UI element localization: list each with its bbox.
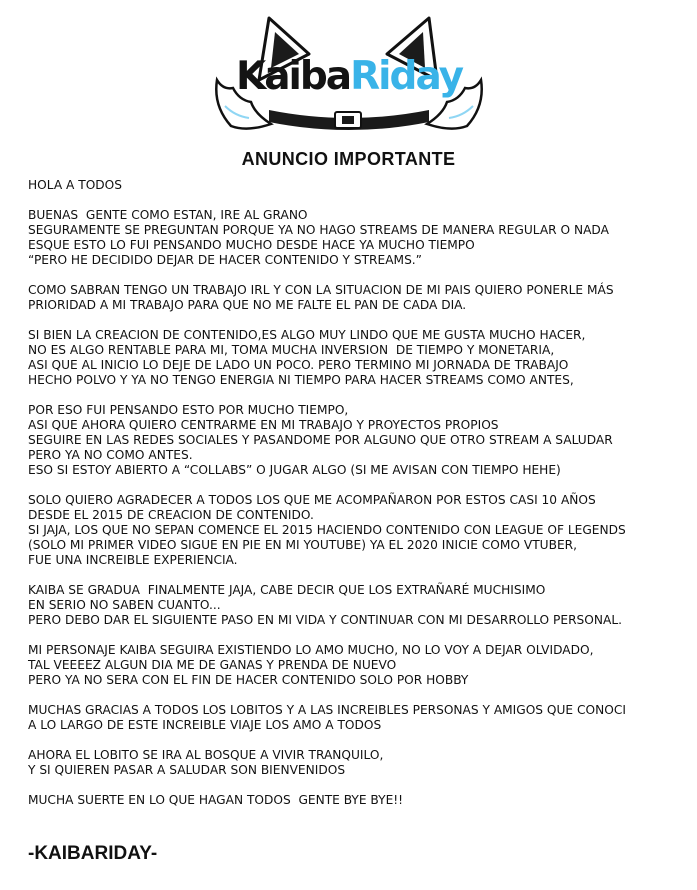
text-line: MUCHAS GRACIAS A TODOS LOS LOBITOS Y A LAS INCREIBLES PERSONAS Y AMIGOS QUE CONOCI	[28, 703, 626, 717]
text-line: SI JAJA, LOS QUE NO SEPAN COMENCE EL 2015 HACIENDO CONTENIDO CON LEAGUE OF LEGENDS	[28, 523, 626, 537]
text-line: ESQUE ESTO LO FUI PENSANDO MUCHO DESDE HACE YA MUCHO TIEMPO	[28, 238, 475, 252]
text-line: PRIORIDAD A MI TRABAJO PARA QUE NO ME FALTE EL PAN DE CADA DIA.	[28, 298, 467, 312]
paragraph	[28, 703, 688, 733]
text-line: ASI QUE AL INICIO LO DEJE DE LADO UN POCO. PERO TERMINO MI JORNADA DE TRABAJO	[28, 358, 569, 372]
text-line: DESDE EL 2015 DE CREACION DE CONTENIDO.	[28, 508, 314, 522]
paragraph	[28, 793, 688, 808]
text-line: PERO YA NO COMO ANTES.	[28, 448, 193, 462]
paragraph-gap	[28, 193, 688, 208]
kaibariday-logo	[211, 10, 487, 132]
paragraph	[28, 493, 688, 568]
announcement-body	[28, 178, 688, 808]
text-line: MI PERSONAJE KAIBA SEGUIRA EXISTIENDO LO AMO MUCHO, NO LO VOY A DEJAR OLVIDADO,	[28, 643, 594, 657]
text-line: COMO SABRAN TENGO UN TRABAJO IRL Y CON LA SITUACION DE MI PAIS QUIERO PONERLE MÁS	[28, 283, 614, 297]
signature: -KAIBARIDAY-	[28, 843, 158, 864]
paragraph-gap	[28, 778, 688, 793]
logo-name-part1: Kaiba	[235, 54, 351, 99]
text-line: “PERO HE DECIDIDO DEJAR DE HACER CONTENIDO Y STREAMS.”	[28, 253, 422, 267]
page-title: ANUNCIO IMPORTANTE	[241, 149, 456, 169]
paragraph-gap	[28, 688, 688, 703]
paragraph-gap	[28, 628, 688, 643]
paragraph	[28, 643, 688, 688]
text-line: BUENAS GENTE COMO ESTAN, IRE AL GRANO	[28, 208, 308, 222]
text-line: TAL VEEEEZ ALGUN DIA ME DE GANAS Y PRENDA DE NUEVO	[28, 658, 397, 672]
text-line: AHORA EL LOBITO SE IRA AL BOSQUE A VIVIR TRANQUILO,	[28, 748, 384, 762]
paragraph-gap	[28, 733, 688, 748]
text-line: A LO LARGO DE ESTE INCREIBLE VIAJE LOS AMO A TODOS	[28, 718, 382, 732]
logo-name-part2: Riday	[350, 54, 462, 99]
paragraph	[28, 283, 688, 313]
paragraph	[28, 178, 688, 193]
text-line: NO ES ALGO RENTABLE PARA MI, TOMA MUCHA INVERSION DE TIEMPO Y MONETARIA,	[28, 343, 555, 357]
paragraph	[28, 328, 688, 388]
text-line: HECHO POLVO Y YA NO TENGO ENERGIA NI TIEMPO PARA HACER STREAMS COMO ANTES,	[28, 373, 574, 387]
text-line: (SOLO MI PRIMER VIDEO SIGUE EN PIE EN MI YOUTUBE) YA EL 2020 INICIE COMO VTUBER,	[28, 538, 577, 552]
text-line: POR ESO FUI PENSANDO ESTO POR MUCHO TIEMPO,	[28, 403, 349, 417]
paragraph-gap	[28, 268, 688, 283]
text-line: FUE UNA INCREIBLE EXPERIENCIA.	[28, 553, 238, 567]
text-line: SOLO QUIERO AGRADECER A TODOS LOS QUE ME ACOMPAÑARON POR ESTOS CASI 10 AÑOS	[28, 493, 596, 507]
text-line: ASI QUE AHORA QUIERO CENTRARME EN MI TRABAJO Y PROYECTOS PROPIOS	[28, 418, 499, 432]
paragraph	[28, 748, 688, 778]
text-line: SEGUIRE EN LAS REDES SOCIALES Y PASANDOME POR ALGUNO QUE OTRO STREAM A SALUDAR	[28, 433, 613, 447]
paragraph-gap	[28, 388, 688, 403]
text-line: ESO SI ESTOY ABIERTO A “COLLABS” O JUGAR ALGO (SI ME AVISAN CON TIEMPO HEHE)	[28, 463, 561, 477]
paragraph-gap	[28, 313, 688, 328]
text-line: PERO DEBO DAR EL SIGUIENTE PASO EN MI VIDA Y CONTINUAR CON MI DESARROLLO PERSONAL.	[28, 613, 622, 627]
text-line: HOLA A TODOS	[28, 178, 123, 192]
text-line: MUCHA SUERTE EN LO QUE HAGAN TODOS GENTE BYE BYE!!	[28, 793, 404, 807]
paragraph	[28, 403, 688, 478]
text-line: SEGURAMENTE SE PREGUNTAN PORQUE YA NO HAGO STREAMS DE MANERA REGULAR O NADA	[28, 223, 609, 237]
paragraph-gap	[28, 478, 688, 493]
text-line: SI BIEN LA CREACION DE CONTENIDO,ES ALGO MUY LINDO QUE ME GUSTA MUCHO HACER,	[28, 328, 586, 342]
text-line: PERO YA NO SERA CON EL FIN DE HACER CONTENIDO SOLO POR HOBBY	[28, 673, 469, 687]
paragraph	[28, 583, 688, 628]
text-line: Y SI QUIEREN PASAR A SALUDAR SON BIENVENIDOS	[28, 763, 346, 777]
paragraph-gap	[28, 568, 688, 583]
paragraph	[28, 208, 688, 268]
text-line: EN SERIO NO SABEN CUANTO...	[28, 598, 221, 612]
text-line: KAIBA SE GRADUA FINALMENTE JAJA, CABE DECIR QUE LOS EXTRAÑARÉ MUCHISIMO	[28, 583, 546, 597]
